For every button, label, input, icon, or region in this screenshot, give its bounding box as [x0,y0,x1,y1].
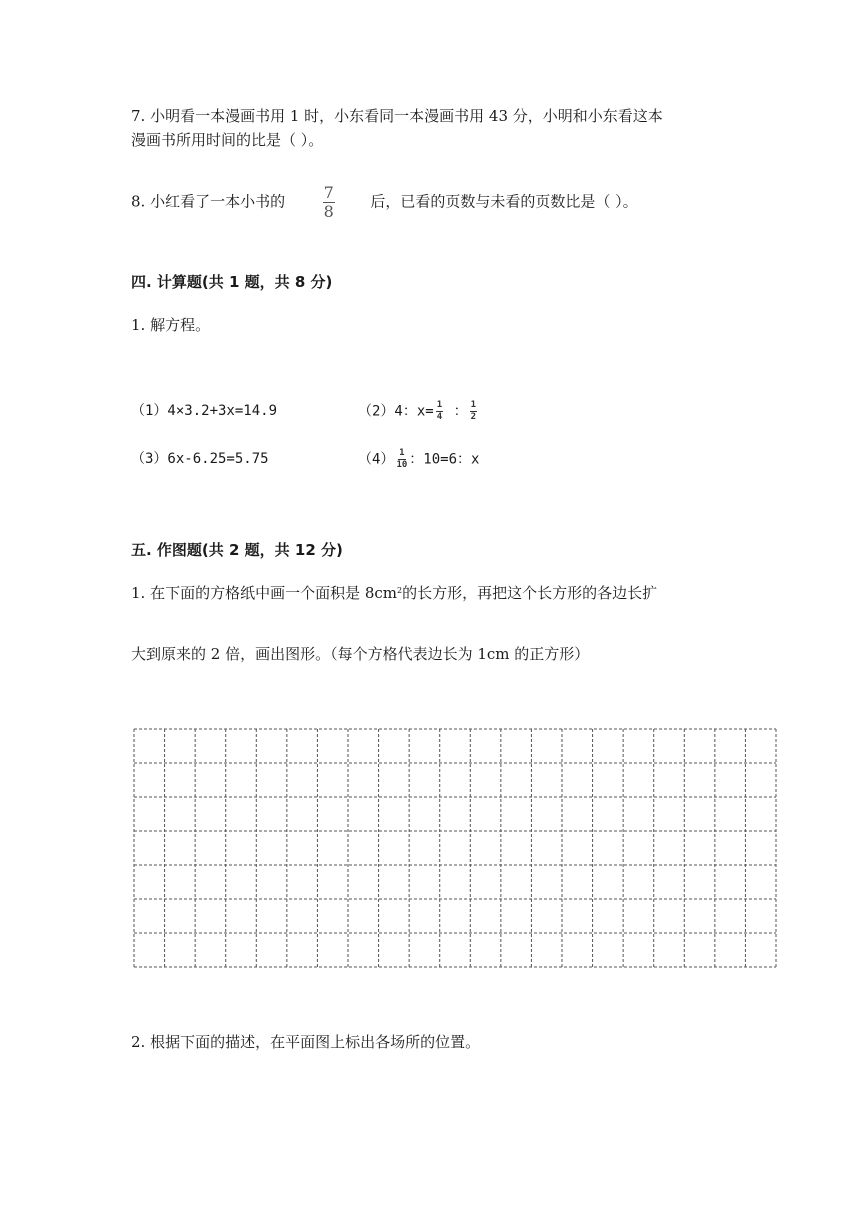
eq4-f-num: 1 [399,448,405,458]
section4-q1-label: 1. 解方程。 [131,316,211,334]
eq2-fraction-2 [470,401,477,422]
section5-q1-line2: 大到原来的 2 倍，画出图形。（每个方格代表边长为 1cm 的正方形） [131,645,590,663]
q1-line1-part-b: 的长方形，再把这个长方形的各边长扩 [402,584,658,602]
eq4-fraction [396,449,407,470]
q7-line2: 漫画书所用时间的比是（ ）。 [131,131,324,149]
section5-q1-line1 [131,583,657,603]
q8-before: 8. 小红看了一本小书的 [131,192,286,211]
equation-4 [358,449,479,470]
eq2-f2-num: 1 [470,400,476,410]
q1-line1-part-a: 1. 在下面的方格纸中画一个面积是 8cm [131,584,398,602]
graph-paper-grid[interactable] [133,728,778,968]
eq2-f2-den: 2 [470,412,476,422]
q8-frac-num: 7 [323,183,334,202]
eq2-fraction-1 [436,401,443,422]
eq2-sep: ： [453,403,468,420]
equation-1: （1）4×3.2+3x=14.9 [131,403,278,419]
q8-frac-den: 8 [323,202,334,221]
eq4-suffix: ：10=6：x [409,451,480,468]
q8-fraction [323,185,335,220]
eq2-f1-num: 1 [436,400,443,410]
eq4-f-den: 10 [396,460,408,470]
q8-after: 后，已看的页数与未看的页数比是（ ）。 [370,192,638,211]
eq2-f1-den: 4 [436,412,443,422]
equation-2 [358,401,479,422]
equation-3: （3）6x-6.25=5.75 [131,451,269,467]
section4-heading: 四. 计算题(共 1 题，共 8 分) [131,273,333,291]
eq2-prefix: （2）4：x= [358,403,434,420]
q8-line [131,185,638,220]
section5-q2: 2. 根据下面的描述，在平面图上标出各场所的位置。 [131,1033,481,1051]
q7-line1: 7. 小明看一本漫画书用 1 时，小东看同一本漫画书用 43 分，小明和小东看这本 [131,107,663,125]
q1-line1-superscript: 2 [397,586,403,595]
eq4-prefix: （4） [358,451,395,468]
section5-heading: 五. 作图题(共 2 题，共 12 分) [131,541,343,559]
